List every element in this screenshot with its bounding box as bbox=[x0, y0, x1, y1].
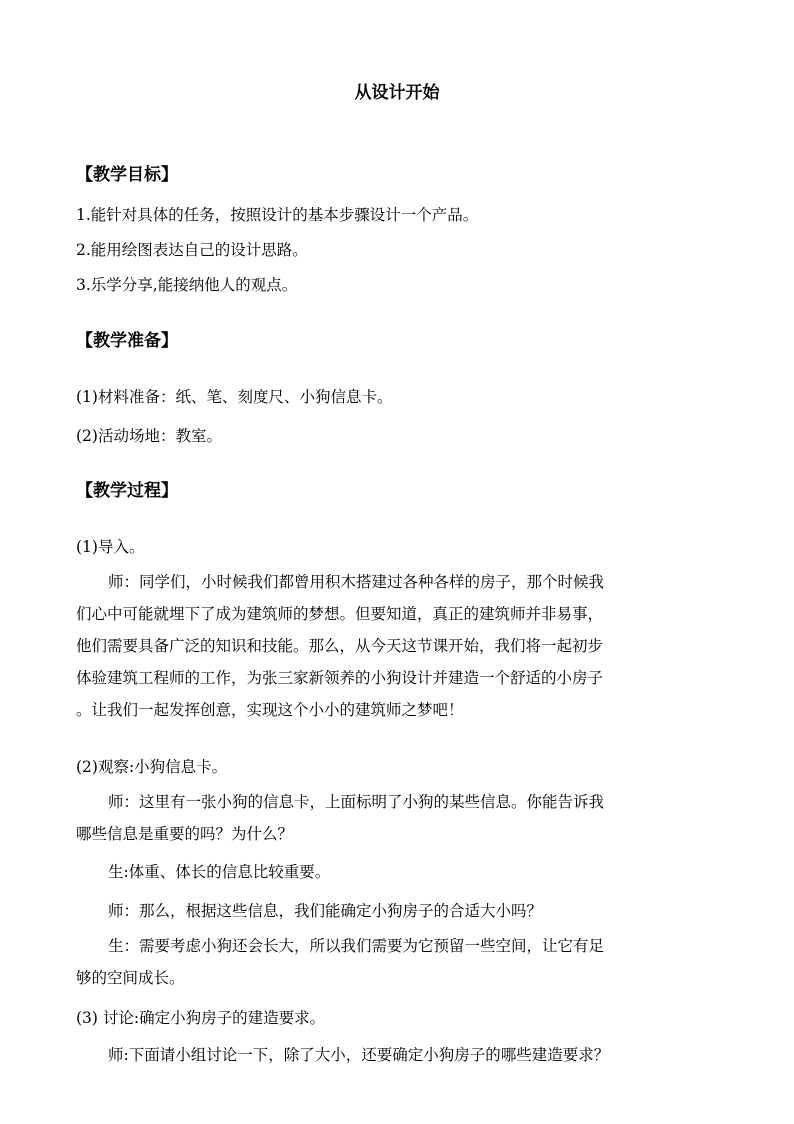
teacher-paragraph bbox=[76, 566, 728, 726]
process-heading: 【教学过程】 bbox=[76, 481, 178, 501]
goal-item: 1.能针对具体的任务，按照设计的基本步骤设计一个产品。 bbox=[76, 206, 479, 224]
paragraph-line: 。让我们一起发挥创意，实现这个小小的建筑师之梦吧！ bbox=[76, 701, 464, 719]
student-line: 生:体重、体长的信息比较重要。 bbox=[108, 863, 331, 881]
process-step: (2)观察:小狗信息卡。 bbox=[76, 758, 228, 776]
process-step: (3) 讨论:确定小狗房子的建造要求。 bbox=[76, 1009, 326, 1027]
paragraph-line: 生：需要考虑小狗还会长大，所以我们需要为它预留一些空间，让它有足 bbox=[108, 937, 605, 955]
student-paragraph bbox=[76, 930, 728, 994]
prep-item: (1)材料准备：纸、笔、刻度尺、小狗信息卡。 bbox=[76, 388, 393, 406]
teacher-paragraph bbox=[76, 786, 728, 850]
teacher-line: 师:下面请小组讨论一下，除了大小，还要确定小狗房子的哪些建造要求？ bbox=[108, 1046, 610, 1064]
prep-item: (2)活动场地：教室。 bbox=[76, 427, 222, 445]
paragraph-line: 够的空间成长。 bbox=[76, 969, 185, 987]
paragraph-line: 体验建筑工程师的工作，为张三家新领养的小狗设计并建造一个舒适的小房子 bbox=[76, 669, 604, 687]
goal-item: 3.乐学分享,能接纳他人的观点。 bbox=[76, 276, 298, 294]
paragraph-line: 师：同学们，小时候我们都曾用积木搭建过各种各样的房子，那个时候我 bbox=[108, 573, 605, 591]
prep-heading: 【教学准备】 bbox=[76, 331, 178, 351]
goals-heading: 【教学目标】 bbox=[76, 165, 178, 185]
paragraph-line: 哪些信息是重要的吗？为什么？ bbox=[76, 825, 294, 843]
goal-item: 2.能用绘图表达自己的设计思路。 bbox=[76, 241, 308, 259]
paragraph-line: 师：这里有一张小狗的信息卡，上面标明了小狗的某些信息。你能告诉我 bbox=[108, 793, 605, 811]
paragraph-line: 他们需要具备广泛的知识和技能。那么，从今天这节课开始，我们将一起初步 bbox=[76, 637, 604, 655]
paragraph-line: 们心中可能就埋下了成为建筑师的梦想。但要知道，真正的建筑师并非易事， bbox=[76, 605, 604, 623]
page-title: 从设计开始 bbox=[354, 83, 440, 103]
process-step: (1)导入。 bbox=[76, 538, 145, 556]
teacher-line: 师：那么，根据这些信息，我们能确定小狗房子的合适大小吗？ bbox=[108, 902, 543, 920]
